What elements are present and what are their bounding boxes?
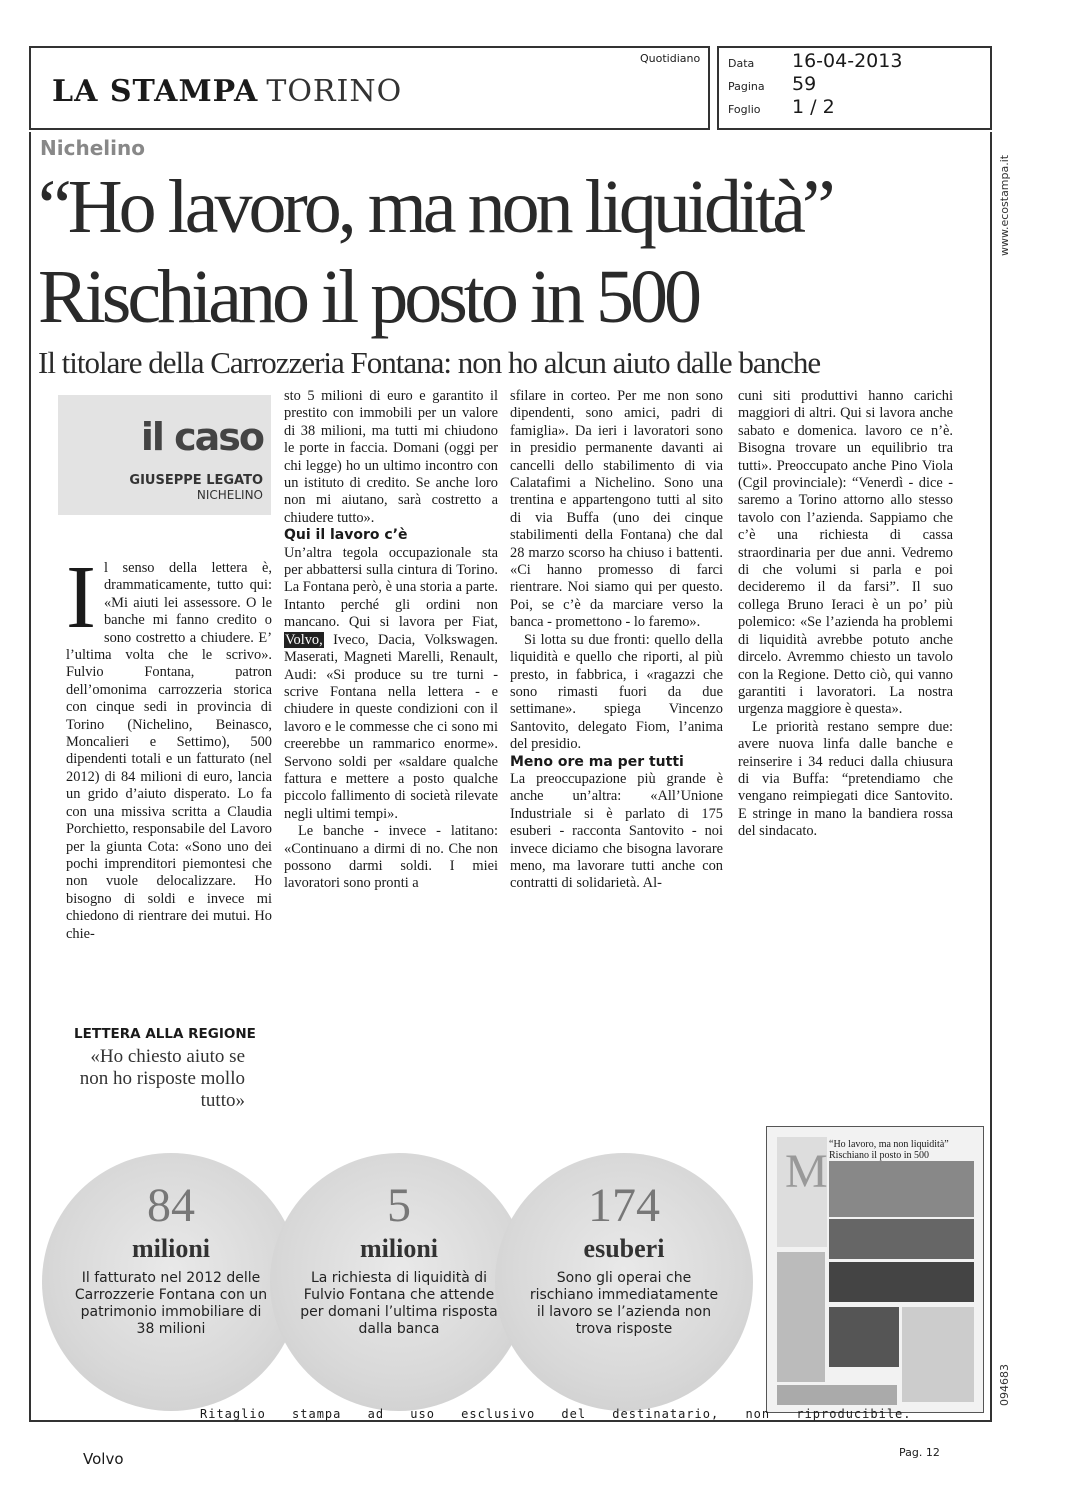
highlighted-keyword: Volvo, [285, 631, 323, 648]
page-label: Pagina [728, 80, 765, 93]
masthead-title: LA STAMPA [52, 74, 259, 109]
col2-paragraph-2 [284, 545, 498, 824]
sheet-value: 1 / 2 [792, 96, 835, 118]
stat-1-description: Il fatturato nel 2012 delle Carrozzerie Fontana con un patrimonio immobiliare di 38 milioni [74, 1270, 268, 1337]
sheet-label: Foglio [728, 103, 761, 116]
col2-text-after: Iveco, Dacia, Volkswagen. Maserati, Magneti Marelli, Renault, Audi: «Si produce su tre turni - scrive Fontana nella lettera - e chiudere in queste condizioni con il lavoro e le commesse che ci sono mi creerebbe un rammarico enorme». Servono soldi per «saldare qualche fattura e mettere a posto qualche piccolo fallimento di società rilevate negli ultimi tempi». [284, 631, 498, 822]
col2-subtitle: Qui il lavoro c’è [284, 527, 408, 544]
article-column-3 [510, 388, 723, 893]
client-keyword: Volvo [83, 1450, 124, 1468]
side-url: www.ecostampa.it [998, 154, 1011, 256]
date-label: Data [728, 57, 755, 70]
article-column-4 [738, 388, 953, 841]
article-column-1 [66, 548, 272, 943]
letter-label: LETTERA ALLA REGIONE [74, 1026, 256, 1042]
page-thumbnail-art [767, 1127, 983, 1412]
stat-2-number: 5 [387, 1179, 411, 1232]
svg-text:M: M [785, 1145, 828, 1198]
headline [38, 162, 983, 342]
col1-text: l senso della lettera è, drammaticamente, tutto qui: «Mi aiuti lei assessore. O le banche mi fanno credito o sono costretto a chiudere. E’ l’ultima volta che le scrivo». Fulvio Fontana, patron dell’omonima carrozzeria storica con cinque sedi in provincia di Torino (Nichelino, Beinasco, Moncalieri e Settimo), 500 dipendenti totali e un fatturato (nel 2012) di 84 milioni di euro, lancia un grido d’aiuto disperato. Lo fa con una missiva scritta a Claudia Porchietto, responsabile del Lavoro per la giunta Cota: «Sono uno dei pochi imprenditori piemontesi che non vuole delocalizzare. Ho bisogno di soldi e invece mi chiedono di rientrare dei mutui. Ho chie- [66, 560, 272, 942]
kicker: Nichelino [40, 136, 145, 160]
section-tag: il caso [140, 415, 263, 459]
col3-subtitle: Meno ore ma per tutti [510, 753, 684, 770]
side-code: 094683 [998, 1364, 1011, 1406]
col4-paragraph-1: cuni siti produttivi hanno carichi maggiori di altri. Qui si lavora anche sabato e domenica. lavoro ce n’è. Bisogna trovare un equilibrio tra tutti». Preoccupato anche Pino Viola (Cgil provinciale): “Venerdì - dice - saremo a Torino attorno allo stesso tavolo con l’azienda. Sappiamo che c’è una richiesta di cassa straordinaria per due anni. Vedremo di che volumi si parla e poi decideremo il da farsi”. Il suo collega Bruno Ieraci è un po’ più polemico: «Se l’azienda ha problemi di liquidità avrebbe potuto anche dircelo. Avremmo chiesto un tavolo con la Regione. Detto ciò, qui vanno garantiti i lavoratori. La nostra urgenza maggiore è questa». [738, 388, 953, 718]
page-value: 59 [792, 73, 817, 95]
article-column-2 [284, 388, 498, 893]
publication-type: Quotidiano [640, 52, 701, 65]
page-thumbnail [766, 1126, 984, 1413]
col2-paragraph-3: Le banche - invece - latitano: «Continuano a dirmi di no. Che non possono darmi soldi. I miei lavoratori sono pronti a [284, 823, 498, 892]
stat-1-number: 84 [147, 1179, 195, 1232]
col4-paragraph-2: Le priorità restano sempre due: avere nuova linfa dalle banche e reinserire i 34 reduci dalla chiusura di via Buffa: “pretendiamo che vengano reimpiegati dice Santovito. E stringe in mano la bandiera rossa del sindacato. [738, 718, 953, 840]
stat-3-number: 174 [588, 1179, 660, 1232]
copyright-note: Ritaglio stampa ad uso esclusivo del destinatario, non riproducibile. [200, 1407, 912, 1421]
masthead [52, 74, 402, 109]
dateline-place: NICHELINO [196, 488, 263, 502]
col3-paragraph-1: sfilare in corteo. Per me non sono dipendenti, sono amici, padri di famiglia». Da ieri i lavoratori sono in presidio permanente davanti ai cancelli dello stabilimento di via Calatafimi a Nichelino. Sono una trentina e appartengono tutti al sito di via Buffa (uno dei cinque stabilimenti della Fontana) che dal 28 marzo scorso ha chiuso i battenti. «Ci hanno promesso di farci rientrare. Noi siamo qui per questo. Poi, se c’è da marciare verso la banca - promettono - lo faremo». [510, 388, 723, 631]
stat-3-unit: esuberi [583, 1234, 665, 1263]
thumbnail-headline: “Ho lavoro, ma non liquidità” Rischiano il posto in 500 [829, 1139, 974, 1161]
dropcap: I [66, 548, 96, 647]
stat-2-unit: milioni [359, 1234, 438, 1263]
page-number: Pag. 12 [899, 1446, 940, 1459]
stat-3-description: Sono gli operai che rischiano immediatamente il lavoro se l’azienda non trova risposte [529, 1270, 719, 1337]
col3-paragraph-2: Si lotta su due fronti: quello della liquidità e quello che riporti, al più presto, in fabbrica, i «ragazzi che sono rimasti fuori da due settimane». spiega Vincenzo Santovito, delegato Fiom, l’anima del presidio. [510, 631, 723, 753]
masthead-city: TORINO [266, 74, 403, 109]
author: GIUSEPPE LEGATO [129, 473, 263, 488]
stat-2-description: La richiesta di liquidità di Fulvio Fontana che attende per domani l’ultima risposta dalla banca [300, 1270, 498, 1337]
col2-paragraph-1: sto 5 milioni di euro e garantito il prestito con immobili per un valore di 38 milioni, ma tutti mi chiudono le porte in faccia. Domani (oggi per chi legge) ho un ultimo incontro con un istituto di credito. Se anche loro non mi aiutano, sarà costretto a chiudere tutto». [284, 388, 498, 526]
col3-paragraph-3: La preoccupazione più grande è anche un’altra: «All’Unione Industriale si è parlato di 175 esuberi - racconta Santovito - noi invece diciamo che bisogna lavorare meno, ma lavorare tutti anche con contratti di solidarietà. Al- [510, 770, 723, 892]
subheadline: Il titolare della Carrozzeria Fontana: non ho alcun aiuto dalle banche [38, 345, 821, 380]
date-value: 16-04-2013 [792, 50, 903, 72]
headline-line-2: Rischiano il posto in 500 [38, 255, 698, 339]
col2-text-before: Un’altra tegola occupazionale sta per abbattersi sulla cintura di Torino. La Fontana però, è una storia a parte. Intanto perché gli ordini non mancano. Qui si lavora per Fiat, [284, 544, 498, 631]
letter-quote: «Ho chiesto aiuto se non ho risposte mollo tutto» [79, 1046, 245, 1111]
stat-1-unit: milioni [131, 1234, 210, 1263]
headline-line-1: “Ho lavoro, ma non liquidità” [38, 165, 832, 249]
